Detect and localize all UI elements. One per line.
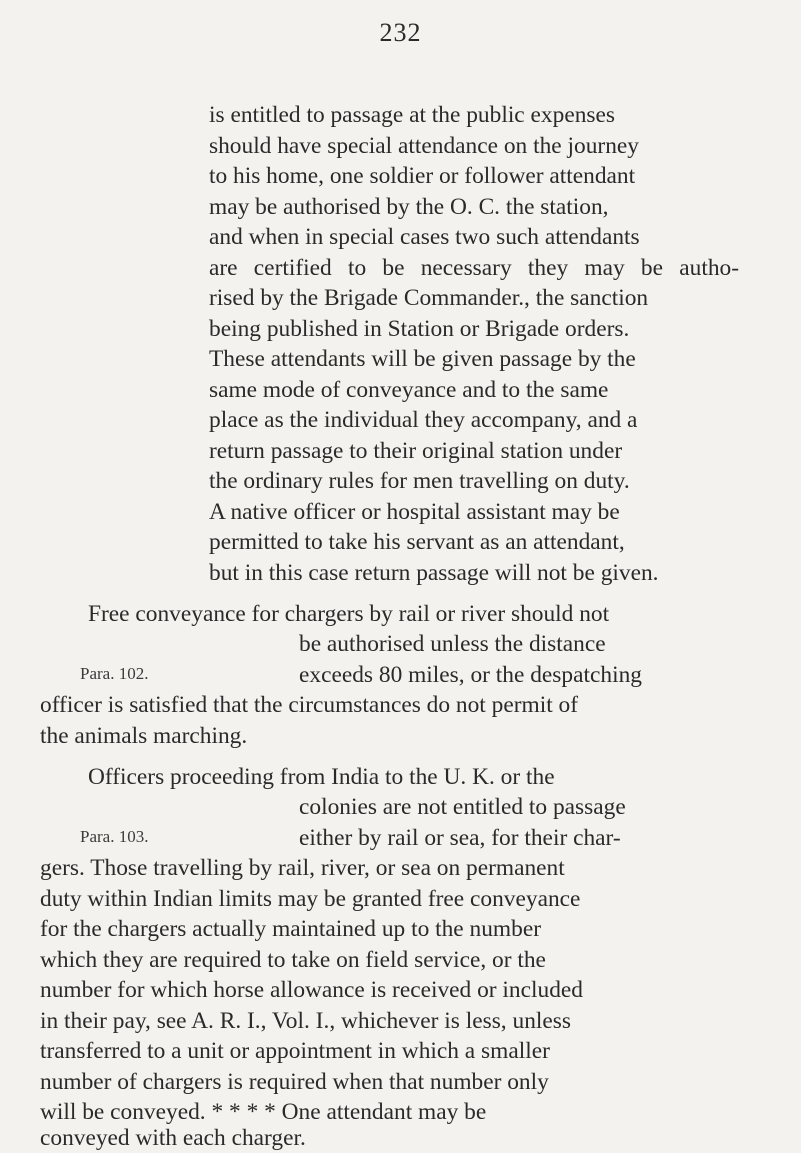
text-line: rised by the Brigade Commander., the sanction bbox=[209, 285, 649, 311]
text-line: should have special attendance on the journey bbox=[209, 133, 639, 159]
text-line: These attendants will be given passage by the bbox=[209, 346, 636, 372]
text-line: the animals marching. bbox=[40, 723, 248, 749]
text-line: either by rail or sea, for their char- bbox=[299, 825, 621, 851]
text-line: return passage to their original station under bbox=[209, 438, 623, 464]
text-line: same mode of conveyance and to the same bbox=[209, 377, 609, 403]
margin-note: Para. 103. bbox=[80, 827, 149, 846]
text-line: colonies are not entitled to passage bbox=[299, 794, 626, 820]
text-line: gers. Those travelling by rail, river, or sea on permanent bbox=[40, 855, 565, 881]
text-line: Officers proceeding from India to the U. K. or the bbox=[88, 764, 555, 790]
text-line: permitted to take his servant as an attendant, bbox=[209, 529, 625, 555]
text-line: being published in Station or Brigade orders. bbox=[209, 316, 630, 342]
text-line: conveyed with each charger. bbox=[40, 1125, 306, 1151]
text-line: may be authorised by the O. C. the station, bbox=[209, 194, 609, 220]
text-line: but in this case return passage will not be given. bbox=[209, 560, 659, 586]
text-line: officer is satisfied that the circumstances do not permit of bbox=[40, 692, 579, 718]
margin-note: Para. 102. bbox=[80, 664, 149, 683]
text-line: A native officer or hospital assistant may be bbox=[209, 499, 620, 525]
text-line: be authorised unless the distance bbox=[299, 631, 606, 657]
text-line: transferred to a unit or appointment in which a smaller bbox=[40, 1038, 550, 1064]
text-line: the ordinary rules for men travelling on duty. bbox=[209, 468, 630, 494]
text-line: number for which horse allowance is received or included bbox=[40, 977, 583, 1003]
page-number: 232 bbox=[379, 18, 422, 47]
text-line: to his home, one soldier or follower attendant bbox=[209, 163, 636, 189]
text-line: in their pay, see A. R. I., Vol. I., whichever is less, unless bbox=[40, 1008, 571, 1034]
text-line: number of chargers is required when that number only bbox=[40, 1069, 549, 1095]
text-line: duty within Indian limits may be granted free conveyance bbox=[40, 886, 581, 912]
text-line: for the chargers actually maintained up to the number bbox=[40, 916, 541, 942]
text-line: exceeds 80 miles, or the despatching bbox=[299, 662, 642, 688]
text-line: which they are required to take on field service, or the bbox=[40, 947, 546, 973]
text-line: Free conveyance for chargers by rail or river should not bbox=[88, 601, 610, 627]
text-line: is entitled to passage at the public expenses bbox=[209, 102, 615, 128]
text-line: place as the individual they accompany, and a bbox=[209, 407, 638, 433]
text-line: and when in special cases two such attendants bbox=[209, 224, 640, 250]
text-line: are certified to be necessary they may be autho- bbox=[209, 255, 739, 281]
text-line: will be conveyed. * * * * One attendant may be bbox=[40, 1099, 487, 1125]
